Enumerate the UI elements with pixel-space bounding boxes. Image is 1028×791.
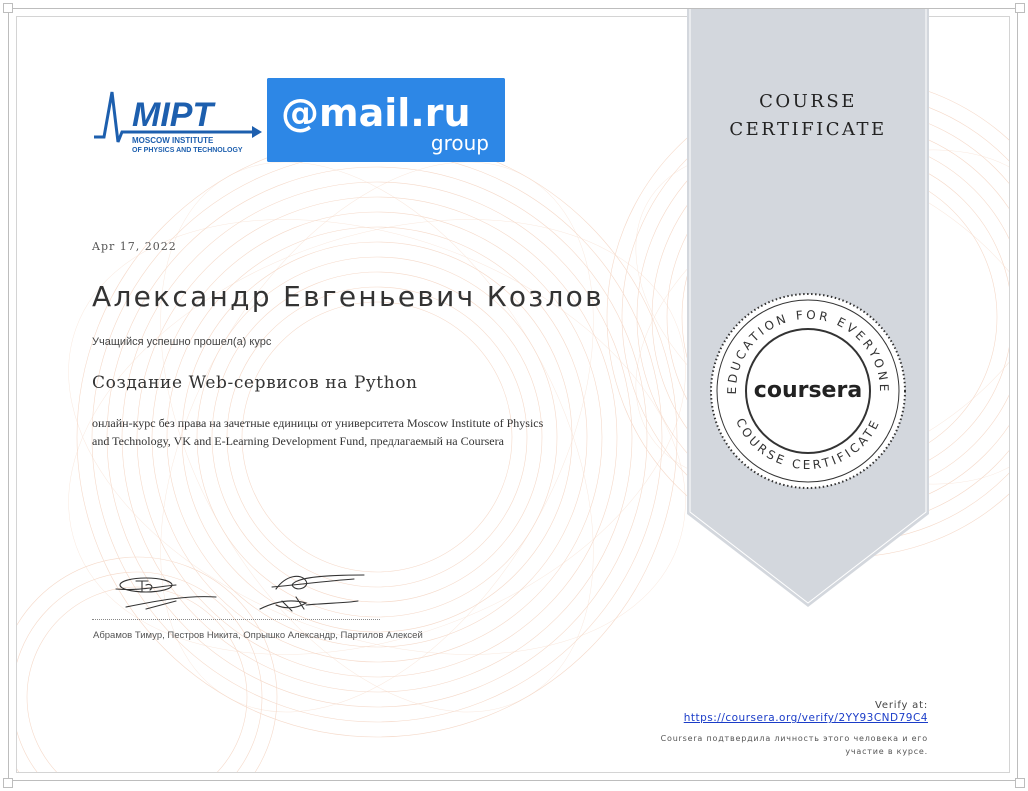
seal-top-text: EDUCATION FOR EVERYONE bbox=[724, 307, 892, 395]
corner-ornament bbox=[1015, 778, 1025, 788]
mipt-logo bbox=[92, 82, 262, 162]
verify-note-line2: участие в курсе. bbox=[845, 747, 928, 756]
corner-ornament bbox=[3, 778, 13, 788]
ribbon-label-line1: COURSE bbox=[759, 91, 857, 112]
corner-ornament bbox=[1015, 3, 1025, 13]
verify-link[interactable]: https://coursera.org/verify/2YY93CND79C4 bbox=[683, 712, 928, 724]
coursera-wordmark: coursera bbox=[753, 378, 863, 403]
corner-ornament bbox=[3, 3, 13, 13]
mipt-subtitle-1: MOSCOW INSTITUTE bbox=[132, 136, 214, 145]
mail-ru-logo bbox=[267, 78, 505, 162]
verify-note bbox=[628, 732, 928, 758]
seal-bottom-text: COURSE CERTIFICATE bbox=[733, 415, 883, 473]
completion-statement: Учащийся успешно прошел(а) курс bbox=[92, 336, 272, 348]
recipient-name: Александр Евгеньевич Козлов bbox=[92, 280, 604, 313]
instructors-list: Абрамов Тимур, Пестров Никита, Опрышко Александр, Партилов Алексей bbox=[93, 630, 423, 641]
verify-label: Verify at: bbox=[875, 700, 928, 711]
coursera-seal bbox=[708, 291, 908, 491]
issue-date: Apr 17, 2022 bbox=[92, 240, 177, 253]
signature-line bbox=[92, 619, 380, 620]
instructor-signatures bbox=[96, 565, 386, 625]
mail-ru-wordmark: @mail.ru bbox=[281, 91, 471, 135]
mipt-subtitle-2: OF PHYSICS AND TECHNOLOGY bbox=[132, 147, 243, 154]
verify-note-line1: Coursera подтвердила личность этого человека и его bbox=[660, 734, 928, 743]
course-certificate-label bbox=[687, 88, 929, 144]
course-title: Создание Web-сервисов на Python bbox=[92, 373, 418, 393]
mipt-wordmark: MIPT bbox=[132, 96, 214, 134]
mail-ru-group: group bbox=[430, 131, 489, 155]
course-description: онлайн-курс без права на зачетные единицы от университета Moscow Institute of Physics and Technology, VK and E-Learning Development Fund, предлагаемый на Coursera bbox=[92, 416, 544, 448]
ribbon-label-line2: CERTIFICATE bbox=[729, 119, 887, 140]
verify-block bbox=[684, 700, 928, 724]
